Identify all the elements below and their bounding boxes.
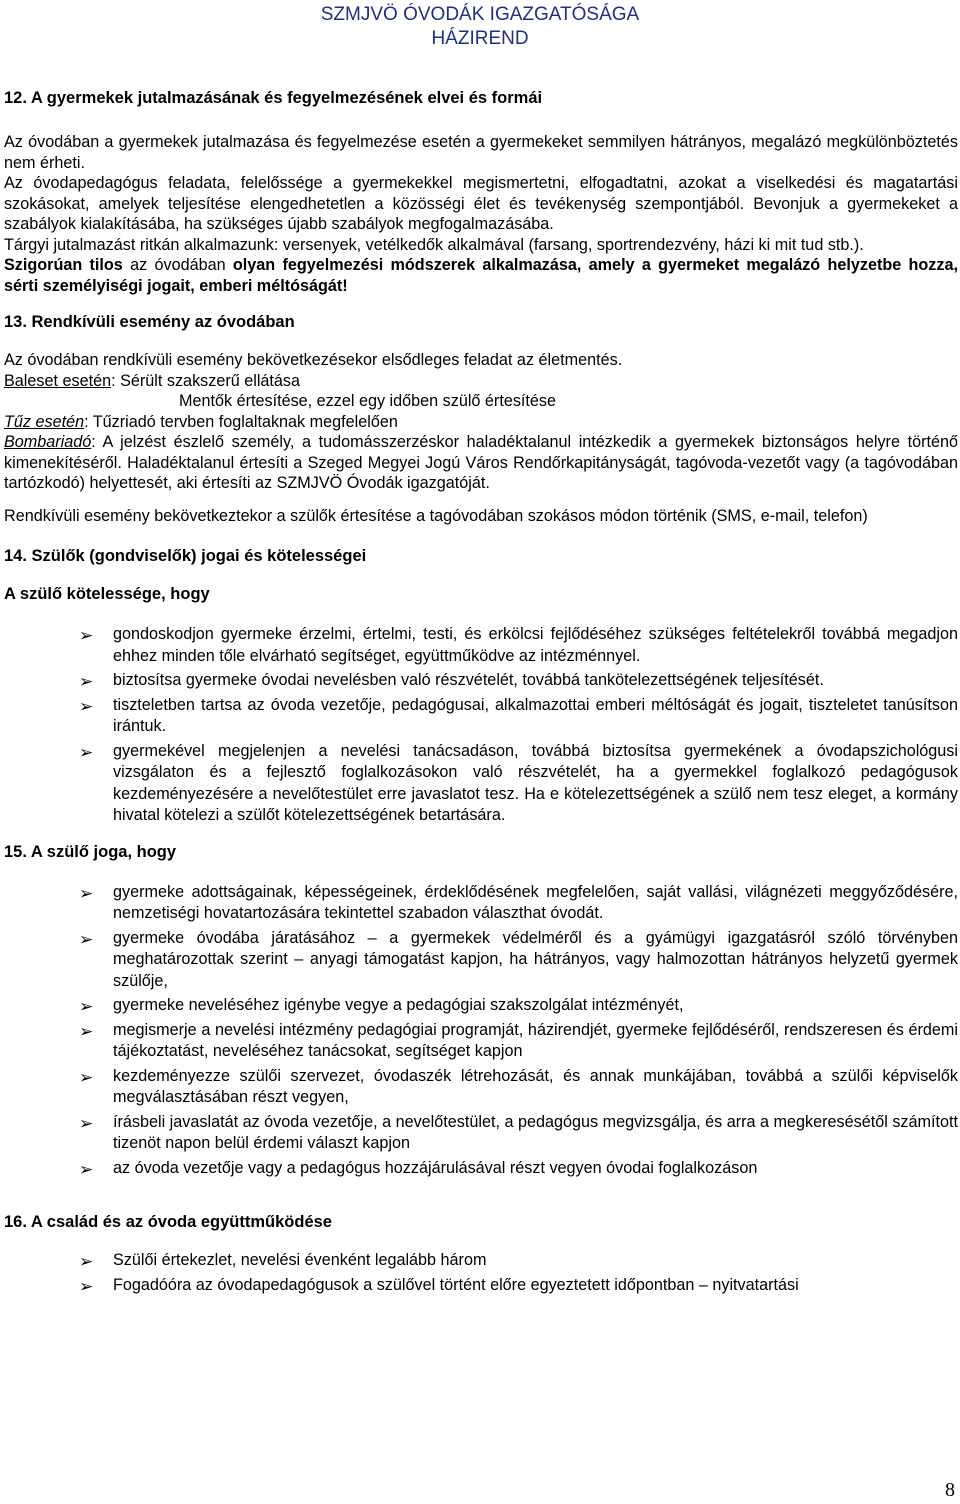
- accident-line: [4, 371, 958, 392]
- section-12-title: 12. A gyermekek jutalmazásának és fegyelmezésének elvei és formái: [4, 89, 543, 107]
- arrow-bullet-icon: ➢: [79, 742, 94, 762]
- section-14-title: 14. Szülők (gondviselők) jogai és kötelességei: [4, 547, 367, 565]
- section-12-paragraph-2: Az óvodapedagógus feladata, felelőssége a gyermekekkel megismertetni, elfogadtatni, azokat a viselkedési és magatartási szokásokat, amelyek teljesítése elengedhetetlen a közösségi élet és tevékenység szempontjából. Bevonjuk a gyermekeket a szabályok kialakításába, ha szükséges újabb szabályok megfogalmazásába.: [4, 174, 958, 233]
- bomb-threat-label: Bombariadó: [4, 433, 92, 451]
- bomb-threat-paragraph: [4, 432, 958, 494]
- prohibition-emphasis: Szigorúan tilos: [4, 256, 123, 274]
- prohibition-location: az óvodában: [122, 256, 233, 274]
- list-item: ➢ Fogadóóra az óvodapedagógusok a szülővel történt előre egyeztetett időpontban – nyitvatartási: [79, 1275, 799, 1296]
- arrow-bullet-icon: ➢: [79, 696, 94, 716]
- list-item: ➢ írásbeli javaslatát az óvoda vezetője, a nevelőtestület, a pedagógus megvizsgálja, és arra a megkeresésétől számított tizenöt napon belül érdemi választ kapjon: [79, 1112, 958, 1152]
- section-12-paragraph-1: Az óvodában a gyermekek jutalmazása és fegyelmezése esetén a gyermekeket semmilyen hátrányos, megalázó megkülönböztetés nem érheti.: [4, 133, 958, 172]
- prohibition-text: olyan fegyelmezési módszerek alkalmazása, amely a gyermeket megalázó helyzetbe hozza, sérti személyiségi jogait, emberi méltóságát!: [4, 256, 958, 295]
- arrow-bullet-icon: ➢: [79, 1113, 94, 1133]
- section-13-title: 13. Rendkívüli esemény az óvodában: [4, 313, 295, 331]
- list-item: ➢ gyermeke adottságainak, képességeinek, érdeklődésének megfelelően, saját vallási, világnézeti meggyőződésére, nemzetiségi hovatartozására tekintettel szabadon választhat óvodát.: [79, 882, 958, 922]
- section-14-subtitle: A szülő kötelessége, hogy: [4, 585, 210, 603]
- arrow-bullet-icon: ➢: [79, 626, 94, 645]
- parent-duties-list: [4, 624, 958, 827]
- accident-text: : Sérült szakszerű ellátása: [111, 371, 301, 390]
- header-org: SZMJVÖ ÓVODÁK IGAZGATÓSÁGA: [320, 4, 640, 25]
- arrow-bullet-icon: ➢: [79, 1159, 94, 1179]
- arrow-bullet-icon: ➢: [79, 1276, 94, 1296]
- section-15-title: 15. A szülő joga, hogy: [4, 842, 177, 861]
- section-12-paragraph-4: [4, 255, 958, 296]
- accident-line-2: Mentők értesítése, ezzel egy időben szülő értesítése: [179, 392, 557, 410]
- bomb-threat-text: : A jelzést észlelő személy, a tudomásszerzéskor haladéktalanul intézkedik a gyermekek biztonságos helyre történő kimenekítéséről. Haladéktalanul értesíti a Szeged Megyei Jogú Város Rendőrkapitányságát, tagóvoda-vezetőt vagy (a tagóvodában tartózkodó) helyettesét, aki értesíti az SZMJVÖ Óvodák igazgatóját.: [4, 433, 958, 492]
- section-13-paragraph-2: Rendkívüli esemény bekövetkeztekor a szülők értesítése a tagóvodában szokásos módon történik (SMS, e-mail, telefon): [4, 506, 868, 525]
- list-item: ➢ gyermekével megjelenjen a nevelési tanácsadáson, továbbá biztosítsa gyermekének a óvodapszichológusi vizsgálaton és a fejlesztő foglalkozásokon való részvételét, ha a gyermekkel foglalkozó pedagógusok kezdeményezésére a nevelőtestület erre javaslatot tesz. Ha e kötelezettségének a szülő nem tesz eleget, a kormány hivatal kötelezi a szülőt kötelezettségének betartására.: [79, 741, 958, 824]
- arrow-bullet-icon: ➢: [79, 997, 94, 1016]
- family-cooperation-list: [4, 1250, 958, 1296]
- fire-line: [4, 412, 958, 433]
- list-item: ➢ biztosítsa gyermeke óvodai nevelésben való részvételét, továbbá tankötelezettségének teljesítését.: [79, 671, 824, 691]
- parent-rights-list: [4, 882, 958, 1180]
- arrow-bullet-icon: ➢: [79, 672, 94, 691]
- section-16-title: 16. A család és az óvoda együttműködése: [4, 1213, 332, 1231]
- arrow-bullet-icon: ➢: [79, 1067, 94, 1087]
- list-item: ➢ kezdeményezze szülői szervezet, óvodaszék létrehozását, és annak munkájában, továbbá a szülői képviselők megválasztásában részt vegyen,: [79, 1066, 958, 1106]
- list-item: ➢ tiszteletben tartsa az óvoda vezetője, pedagógusai, alkalmazottai emberi méltóságát és jogait, tiszteletet tanúsítson irántuk.: [79, 695, 958, 735]
- list-item: ➢ az óvoda vezetője vagy a pedagógus hozzájárulásával részt vegyen óvodai foglalkozáson: [79, 1158, 758, 1179]
- arrow-bullet-icon: ➢: [79, 929, 94, 949]
- fire-text: : Tűzriadó tervben foglaltaknak megfelelően: [84, 412, 398, 431]
- arrow-bullet-icon: ➢: [79, 1021, 94, 1041]
- list-item: ➢ gondoskodjon gyermeke érzelmi, értelmi, testi, és erkölcsi fejlődéséhez szükséges feltételekről továbbá megadjon ehhez minden tőle elvárható segítséget, együttműködve az intézménnyel.: [79, 625, 958, 665]
- list-item: ➢ Szülői értekezlet, nevelési évenként legalább három: [79, 1251, 487, 1271]
- fire-label: Tűz esetén: [4, 412, 85, 431]
- page-number: 8: [945, 1479, 955, 1501]
- page-header: [0, 0, 960, 51]
- accident-label: Baleset esetén: [4, 371, 112, 390]
- list-item: ➢ gyermeke neveléséhez igénybe vegye a pedagógiai szakszolgálat intézményét,: [79, 996, 684, 1016]
- arrow-bullet-icon: ➢: [79, 883, 94, 903]
- arrow-bullet-icon: ➢: [79, 1252, 94, 1271]
- section-13-paragraph-1: Az óvodában rendkívüli esemény bekövetkezésekor elsődleges feladat az életmentés.: [4, 351, 623, 369]
- header-doc-title: HÁZIREND: [431, 28, 529, 49]
- list-item: ➢ megismerje a nevelési intézmény pedagógiai programját, házirendjét, gyermeke fejlődéséről, rendszeresen és érdemi tájékoztatást, neveléséhez tanácsokat, segítséget kapjon: [79, 1020, 958, 1060]
- document-body: [4, 88, 958, 1299]
- section-12-paragraph-3: Tárgyi jutalmazást ritkán alkalmazunk: versenyek, vetélkedők alkalmával (farsang, sportrendezvény, házi ki mit tud stb.).: [4, 235, 864, 254]
- list-item: ➢ gyermeke óvodába járatásához – a gyermekek védelméről és a gyámügyi igazgatásról szóló törvényben meghatározottak szerint – anyagi támogatást kapjon, ha hátrányos, vagy halmozottan hátrányos helyzetű gyermek szülője,: [79, 928, 958, 990]
